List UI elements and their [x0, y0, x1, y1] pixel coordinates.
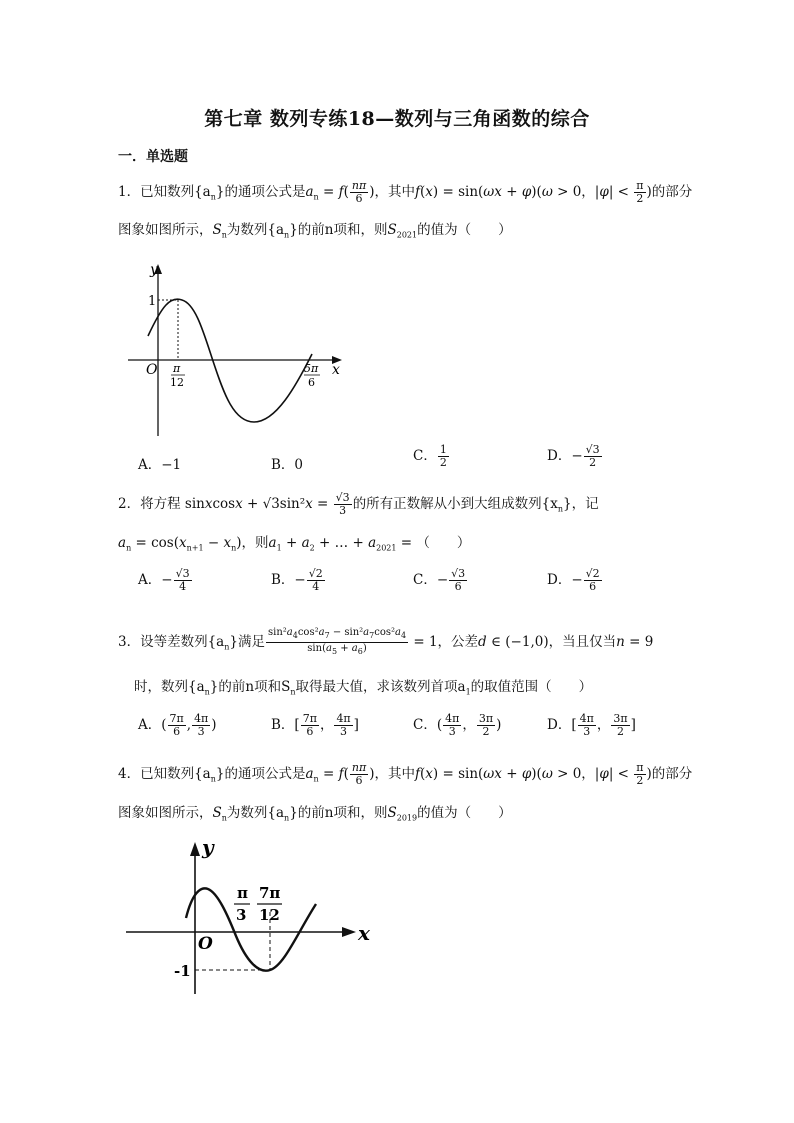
q2-text: （ ） [416, 535, 471, 551]
q4-text: ，其中 [374, 766, 415, 782]
q4-tick1-num: π [237, 884, 248, 902]
q3-line-1: 3．设等差数列$\{a_n\}$满足 $\frac{\sin^2a_4\cos^2a_7 - \sin^2a_7\cos^2a_4}{\sin(a_5 + a_6)}$ = 1，公差d ∈ (−1,0)，当且仅当n = 9 [118, 627, 654, 656]
q2-option-a[interactable]: A．− $\frac{√3}{4}$ [138, 567, 190, 593]
q4-text: 的部分 [651, 766, 693, 782]
q4-text: 的值为（ ） [417, 805, 512, 821]
q2-text: 将方程 [140, 496, 181, 512]
q1-option-d[interactable]: D．− $\frac{√3}{2}$ [547, 443, 600, 469]
q4-origin-label: O [198, 934, 213, 954]
q1-option-a[interactable]: A．−1 [138, 457, 182, 473]
q2-text: ，则 [241, 535, 269, 551]
q3-text: 的取值范围（ ） [470, 679, 593, 695]
q1-tick1-den: 12 [170, 376, 184, 389]
q1-line-1: 1．已知数列$\{a_n\}$的通项公式是$a_n = f$( $\frac{n\pi}{6}$ )，其中f(x) = sin(ωx + φ)(ω > 0，|φ| < $\frac{\pi}{2}$ )的部分 [118, 179, 693, 205]
q1-max-label: 1 [148, 294, 157, 309]
q2-option-d[interactable]: D．− $\frac{√2}{6}$ [547, 567, 600, 593]
q1-text: 为数列{a [226, 222, 285, 238]
q1-origin-label: O [146, 362, 158, 378]
q1-line-2: 图象如图所示，$S_n$为数列$\{a_n\}$的前n项和，则$S_{2021}$的值为（ ） [118, 222, 512, 240]
q3-text: 设等差数列{a [140, 634, 225, 650]
q2-option-c[interactable]: C．− $\frac{√3}{6}$ [413, 567, 466, 593]
q1-text: 已知数列{a [140, 184, 211, 200]
q3-option-b[interactable]: B．[ $\frac{7\pi}{6}$ ， $\frac{4\pi}{3}$ ] [271, 712, 359, 738]
q1-text: }的通项公式是 [215, 184, 306, 200]
q2-line-1: 2．将方程 sinxcosx + √3sin²x = $\frac{√3}{3}$ 的所有正数解从小到大组成数列$\{x_n\}$，记 [118, 491, 599, 517]
q4-x-label: x [358, 921, 370, 945]
q4-text: 已知数列{a [140, 766, 211, 782]
q2-line-2: $a_n = \cos(x_{n+1} - x_n)$，则$a_1 + a_2$ + … + $a_{2021}$ = （ ） [118, 535, 471, 553]
q3-option-c[interactable]: C．( $\frac{4\pi}{3}$ ， $\frac{3\pi}{2}$ ) [413, 712, 502, 738]
q1-tick1-num: π [173, 362, 181, 375]
q2-number: 2． [118, 496, 141, 512]
q3-text: ，当且仅当 [548, 634, 617, 650]
section-heading: 一．单选题 [118, 149, 188, 165]
q1-option-c[interactable]: C． $\frac{1}{2}$ [413, 443, 447, 469]
q3-text: }满足 [229, 634, 265, 650]
q3-text: ，公差 [437, 634, 479, 650]
q4-tick2-den: 12 [259, 906, 280, 924]
q4-line-2: 图象如图所示，$S_n$为数列$\{a_n\}$的前n项和，则$S_{2019}$的值为（ ） [118, 805, 512, 823]
q3-text: }的前n项和S [209, 679, 291, 695]
q3-number: 3． [118, 634, 141, 650]
q1-text: }的前n项和，则 [289, 222, 388, 238]
q1-text: ，其中 [374, 184, 415, 200]
q4-min-label: -1 [174, 962, 191, 980]
q3-text: 时，数列{a [134, 679, 205, 695]
q4-line-1: 4．已知数列$\{a_n\}$的通项公式是$a_n = f$( $\frac{n\pi}{6}$ )，其中f(x) = sin(ωx + φ)(ω > 0，|φ| < $\frac{\pi}{2}$ )的部分 [118, 761, 693, 787]
q1-text: 图象如图所示， [118, 222, 213, 238]
q2-text: 的所有正数解从小到大组成数列{x [352, 496, 558, 512]
q1-x-label: x [332, 362, 340, 378]
q4-y-label: y [202, 836, 214, 859]
q1-text: 的值为（ ） [417, 222, 512, 238]
q1-option-b[interactable]: B．0 [271, 457, 304, 473]
q4-tick1-den: 3 [236, 906, 247, 924]
q4-text: }的通项公式是 [215, 766, 306, 782]
q3-option-a[interactable]: A．( $\frac{7\pi}{6}$ , $\frac{4\pi}{3}$ ) [138, 712, 217, 738]
q4-number: 4． [118, 766, 141, 782]
q1-tick2-den: 6 [308, 376, 315, 389]
q4-graph [120, 836, 380, 1001]
q1-graph [120, 258, 350, 438]
q1-y-label: y [150, 262, 158, 278]
q1-number: 1． [118, 184, 141, 200]
q4-text: 为数列{a [226, 805, 285, 821]
q3-option-d[interactable]: D．[ $\frac{4\pi}{3}$ ， $\frac{3\pi}{2}$ ] [547, 712, 636, 738]
q4-tick2-num: 7π [259, 884, 281, 902]
q2-option-b[interactable]: B．− $\frac{√2}{4}$ [271, 567, 323, 593]
q3-text: 取得最大值，求该数列首项a [295, 679, 466, 695]
page-title: 第七章 数列专练18—数列与三角函数的综合 [204, 108, 590, 130]
q3-line-2: 时，数列$\{a_n\}$的前n项和$S_n$取得最大值，求该数列首项$a_1$的取值范围（ ） [134, 679, 593, 697]
q4-text: }的前n项和，则 [289, 805, 388, 821]
q2-text: }，记 [563, 496, 599, 512]
q1-text: 的部分 [651, 184, 693, 200]
q4-text: 图象如图所示， [118, 805, 213, 821]
q1-tick2-num: 5π [304, 362, 319, 375]
